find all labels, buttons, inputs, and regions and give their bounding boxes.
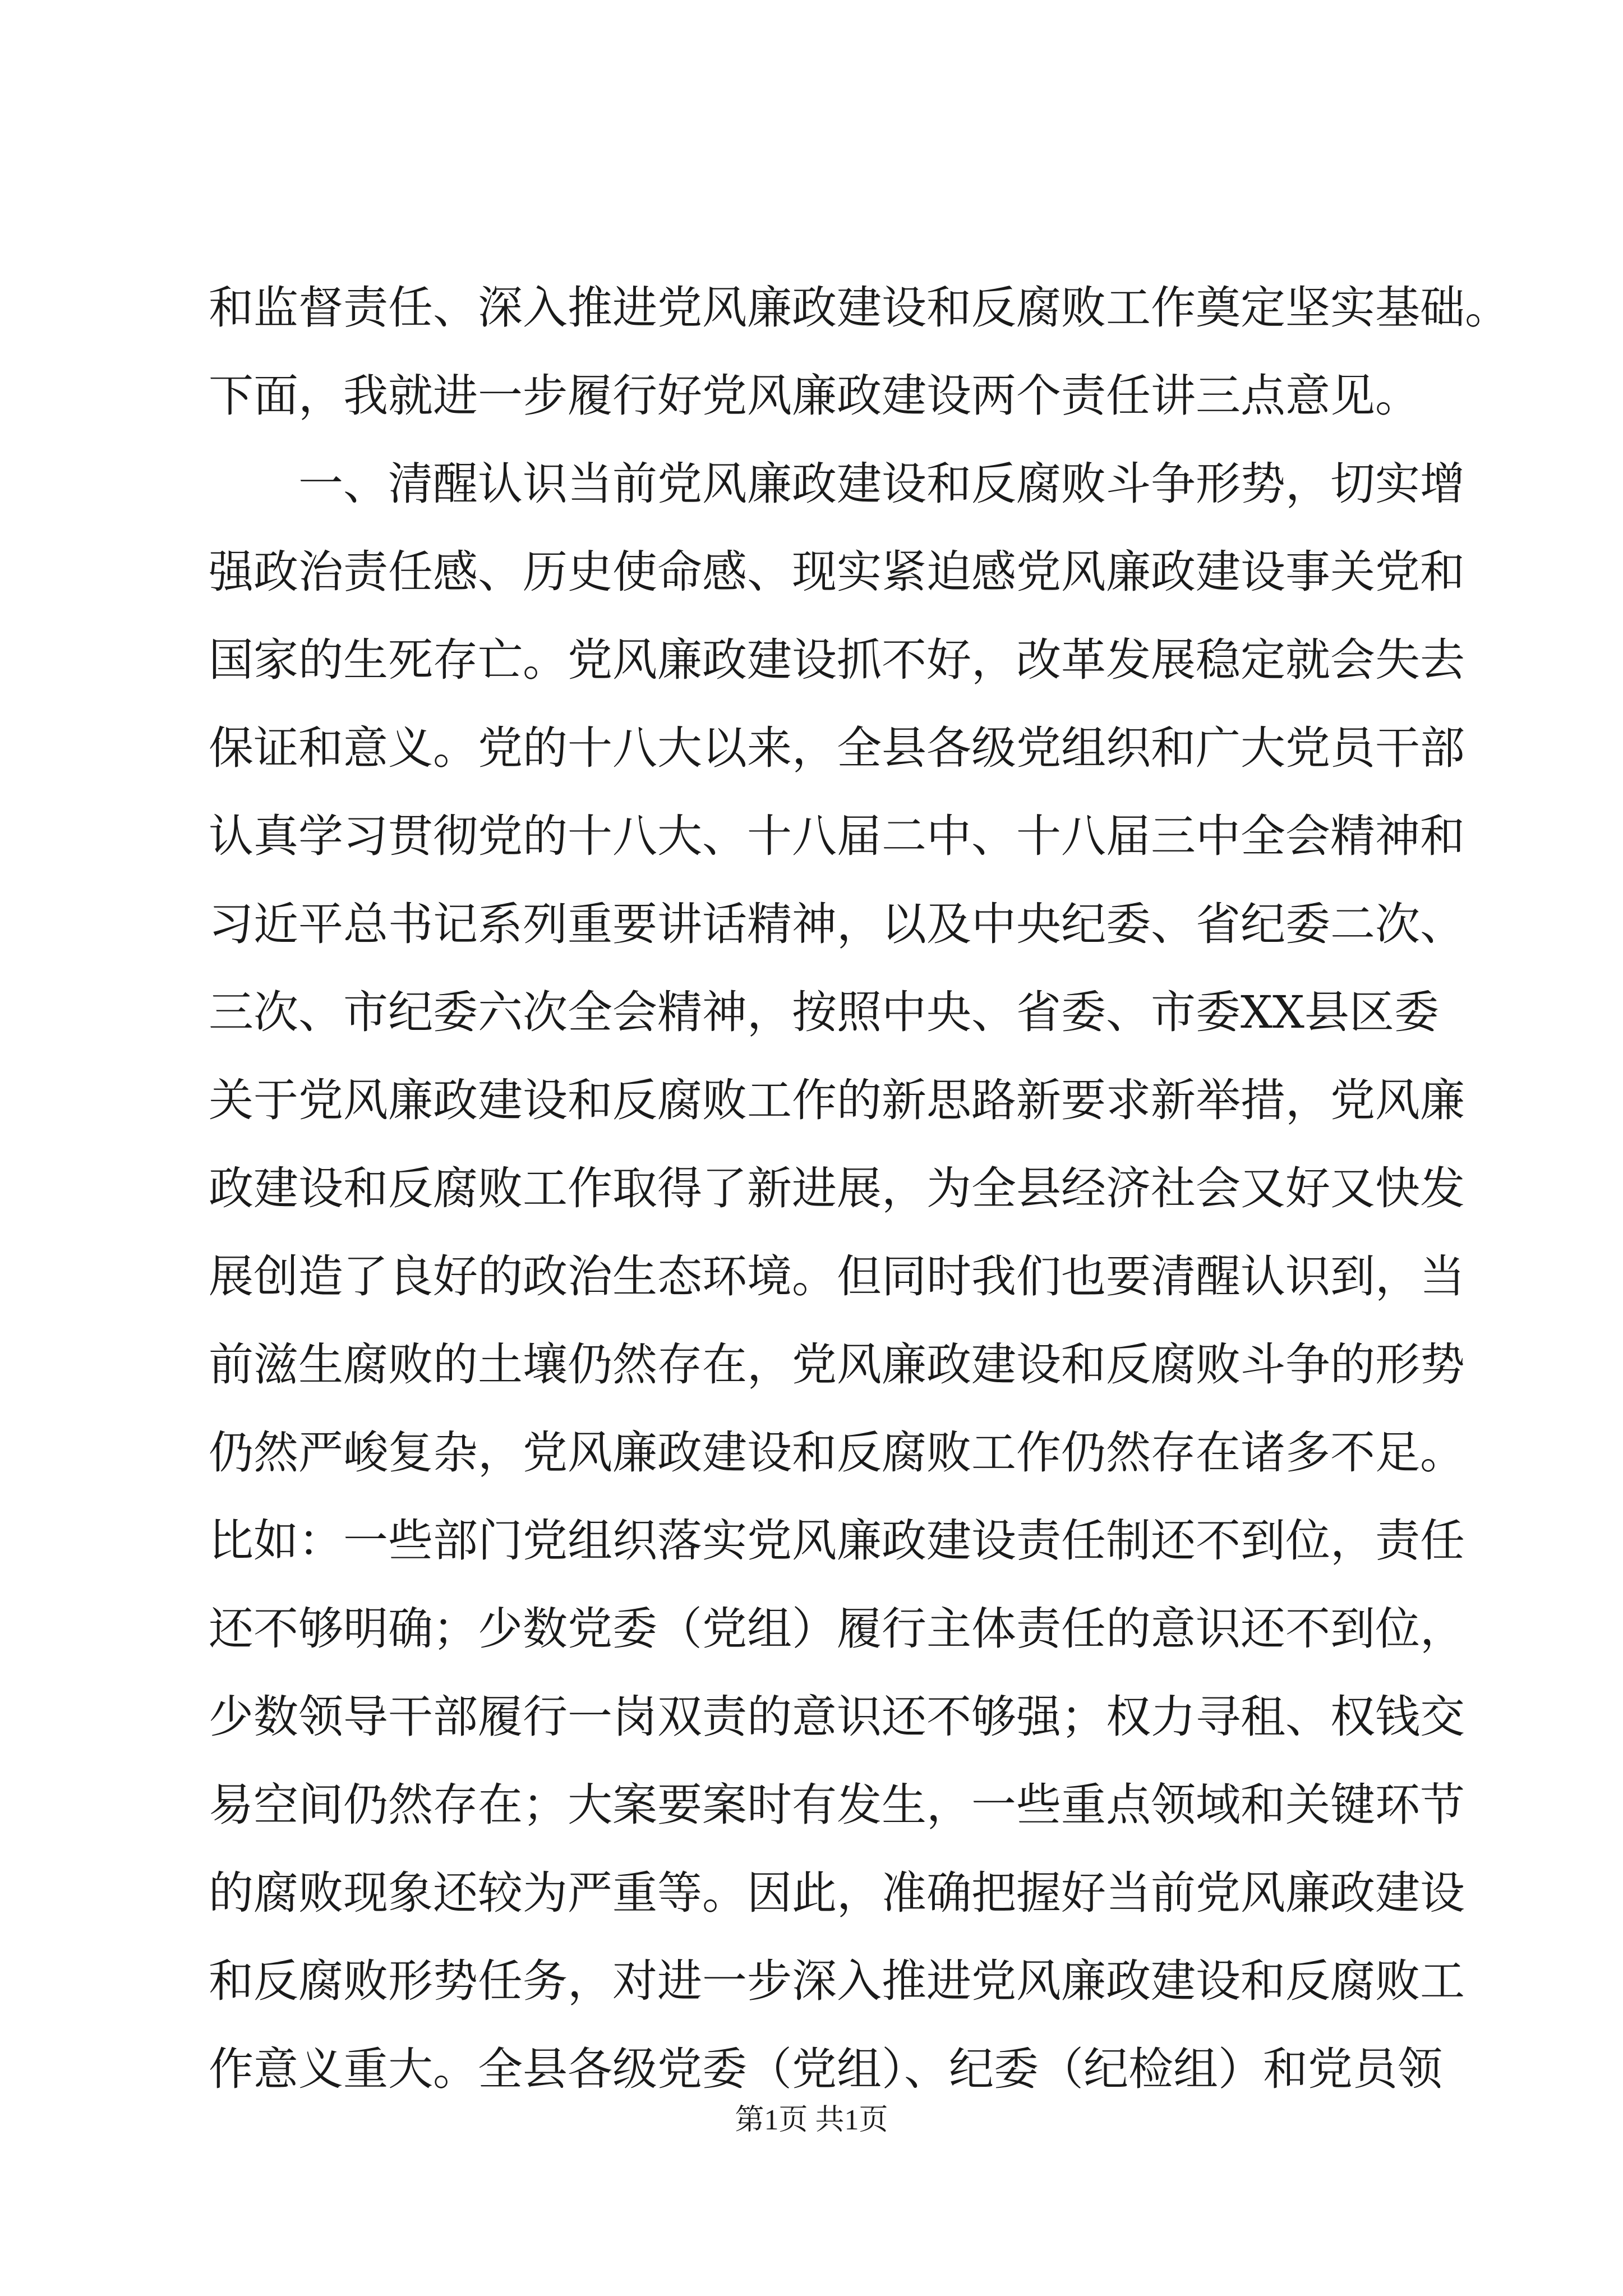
text-line: 关于党风廉政建设和反腐败工作的新思路新要求新举措，党风廉 bbox=[209, 1074, 1465, 1126]
text-line: 比如：一些部门党组织落实党风廉政建设责任制还不到位，责任 bbox=[209, 1515, 1465, 1567]
text-line: 强政治责任感、历史使命感、现实紧迫感党风廉政建设事关党和 bbox=[209, 546, 1465, 598]
text-line: 和反腐败形势任务，对进一步深入推进党风廉政建设和反腐败工 bbox=[209, 1955, 1465, 2007]
text-line: 作意义重大。全县各级党委（党组）、纪委（纪检组）和党员领 bbox=[209, 2043, 1442, 2095]
text-line: 还不够明确；少数党委（党组）履行主体责任的意识还不到位， bbox=[209, 1603, 1465, 1655]
text-line: 认真学习贯彻党的十八大、十八届二中、十八届三中全会精神和 bbox=[209, 810, 1465, 862]
text-line: 的腐败现象还较为严重等。因此，准确把握好当前党风廉政建设 bbox=[209, 1867, 1465, 1919]
text-line: 仍然严峻复杂，党风廉政建设和反腐败工作仍然存在诸多不足。 bbox=[209, 1427, 1465, 1479]
section-heading-line: 一、清醒认识当前党风廉政建设和反腐败斗争形势，切实增 bbox=[298, 458, 1465, 510]
text-line: 三次、市纪委六次全会精神，按照中央、省委、市委XX县区委 bbox=[209, 986, 1439, 1038]
text-line: 习近平总书记系列重要讲话精神，以及中央纪委、省纪委二次、 bbox=[209, 898, 1465, 950]
text-line: 展创造了良好的政治生态环境。但同时我们也要清醒认识到，当 bbox=[209, 1250, 1465, 1303]
text-line: 下面，我就进一步履行好党风廉政建设两个责任讲三点意见。 bbox=[209, 370, 1420, 422]
text-line: 保证和意义。党的十八大以来，全县各级党组织和广大党员干部 bbox=[209, 722, 1465, 774]
document-body bbox=[209, 264, 1510, 2113]
text-line: 政建设和反腐败工作取得了新进展，为全县经济社会又好又快发 bbox=[209, 1162, 1465, 1214]
page-number-footer: 第1页 共1页 bbox=[735, 2104, 888, 2136]
text-line: 易空间仍然存在；大案要案时有发生，一些重点领域和关键环节 bbox=[209, 1779, 1465, 1831]
text-line: 前滋生腐败的土壤仍然存在，党风廉政建设和反腐败斗争的形势 bbox=[209, 1338, 1465, 1391]
text-line: 和监督责任、深入推进党风廉政建设和反腐败工作奠定坚实基础。 bbox=[209, 282, 1510, 334]
text-line: 少数领导干部履行一岗双责的意识还不够强；权力寻租、权钱交 bbox=[209, 1691, 1465, 1743]
text-line: 国家的生死存亡。党风廉政建设抓不好，改革发展稳定就会失去 bbox=[209, 634, 1465, 686]
